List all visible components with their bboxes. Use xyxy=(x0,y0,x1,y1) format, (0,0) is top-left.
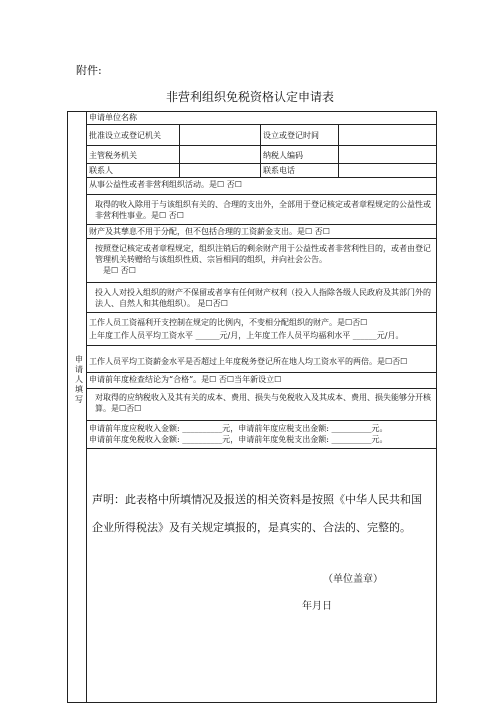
attachment-label: 附件: xyxy=(76,64,102,77)
question-5[interactable]: 投入人对投入组织的财产不保留或者享有任何财产权利（投入人指除各级人民政府及其部门外的法人、自然人和其他组织）。 是☐否☐ xyxy=(87,283,437,313)
row-org-name xyxy=(87,111,437,125)
org-name-input[interactable] xyxy=(179,111,437,124)
approving-org-input[interactable] xyxy=(180,125,260,145)
question-6-text[interactable]: 工作人员工资福利开支控制在规定的比例内，不变相分配组织的财产。是☐否☐ xyxy=(89,318,368,327)
tax-authority-input[interactable] xyxy=(180,146,260,163)
form-title: 非营利组织免税资格认定申请表 xyxy=(165,90,334,104)
question-4-choice[interactable]: 是☐ 否☐ xyxy=(103,266,136,275)
taxpayer-id-input[interactable] xyxy=(339,146,437,163)
question-9[interactable]: 对取得的应纳税收入及其有关的成本、费用、损失与免税收入及其成本、费用、损失能够分开核算。是☐否☐ xyxy=(87,389,437,421)
exempt-amounts[interactable]: 申请前年度免税收入金额: __________元，申请前年度免税支出金额: __________元。 xyxy=(89,435,388,444)
question-8[interactable]: 申请前年度检查结论为“合格”。是☐ 否☐当年新设立☐ xyxy=(87,373,437,389)
question-3[interactable]: 财产及其孳息不用于分配，但不包括合理的工资薪金支出。是☐ 否☐ xyxy=(87,225,437,239)
side-column xyxy=(67,111,87,703)
question-6-wages[interactable]: 上年度工作人员平均工资水平 ______元/月，上年度工作人员平均福利水平 ______元/月。 xyxy=(89,331,404,340)
taxable-amounts[interactable]: 申请前年度应税收入金额: __________元，申请前年度应税支出金额: __________元。 xyxy=(89,424,388,433)
question-1[interactable]: 从事公益性或者非营利组织活动。是☐ 否☐ xyxy=(87,178,437,195)
row-contact xyxy=(87,164,437,178)
setup-time-label: 设立或登记时间 xyxy=(263,131,319,140)
question-4[interactable] xyxy=(87,239,437,283)
row-approving xyxy=(87,125,437,146)
taxpayer-id-label: 纳税人编码 xyxy=(263,151,303,160)
setup-time-input[interactable] xyxy=(339,125,437,145)
question-10 xyxy=(87,421,437,449)
phone-label: 联系电话 xyxy=(263,166,295,175)
date-label: 年月日 xyxy=(302,601,332,612)
side-label: 申请人填写 xyxy=(75,355,83,404)
approving-org-label: 批准设立或登记机关 xyxy=(89,131,161,140)
seal-label: （单位盖章） xyxy=(323,574,383,585)
question-2[interactable]: 取得的收入除用于与该组织有关的、合理的支出外，全部用于登记核定或者章程规定的公益性或非营利性事业。是☐ 否☐ xyxy=(87,195,437,225)
question-6 xyxy=(87,313,437,346)
phone-input[interactable] xyxy=(339,164,437,177)
declaration-text: 声明：此表格中所填情况及报送的相关资料是按照《中华人民共和国企业所得税法》及有关规定填报的，是真实的、合法的、完整的。 xyxy=(92,493,422,534)
row-tax-authority xyxy=(87,146,437,164)
contact-input[interactable] xyxy=(180,164,260,177)
org-name-label: 申请单位名称 xyxy=(89,113,137,122)
question-4-text: 按照登记核定或者章程规定，组织注销后的剩余财产用于公益性或者非营利性目的，或者由登记管理机关转赠给与该组织性质、宗旨相同的组织，并向社会公告。 xyxy=(95,244,431,264)
question-7[interactable]: 工作人员平均工资薪金水平是否超过上年度税务登记所在地人均工资水平的两倍。是☐否☐ xyxy=(87,346,437,373)
tax-authority-label: 主管税务机关 xyxy=(89,151,137,160)
contact-label: 联系人 xyxy=(89,166,113,175)
